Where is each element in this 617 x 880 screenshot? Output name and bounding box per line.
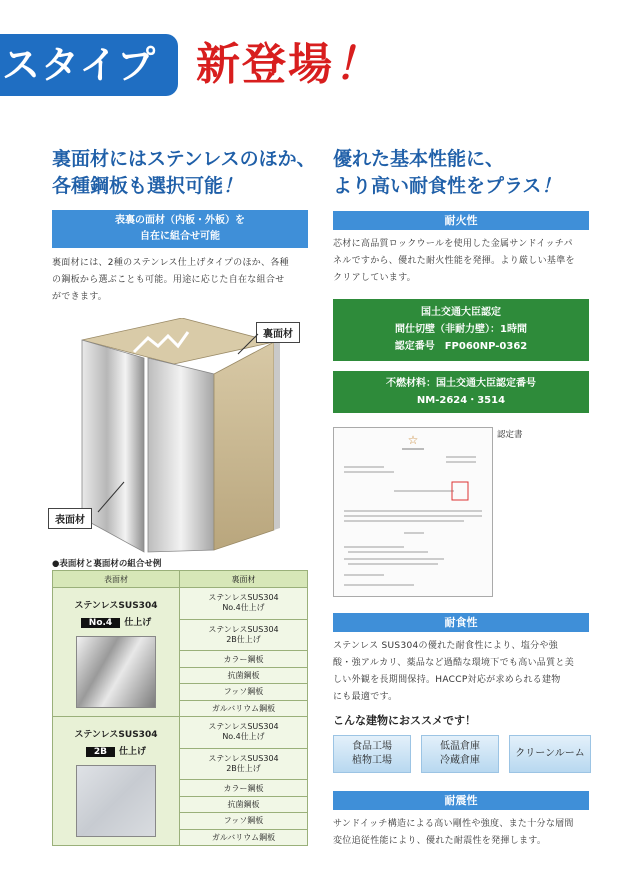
table-cell: フッソ鋼板 [180, 813, 308, 829]
right-heading [333, 146, 603, 200]
cert-line [348, 563, 438, 565]
seismic-paragraph [333, 816, 597, 850]
chip-food-factory: 食品工場 植物工場 [333, 735, 411, 773]
table-header-surface: 表面材 [53, 571, 180, 588]
back-material-callout: 裏面材 [256, 322, 300, 343]
new-release-label [196, 34, 380, 96]
cert-line [344, 584, 414, 586]
left-heading [52, 146, 332, 200]
left-heading-exclaim: ！ [223, 175, 243, 197]
center-panel-face [148, 358, 214, 552]
paragraph-line: クリアしています。 [333, 273, 416, 283]
combination-table [52, 570, 308, 846]
combination-bar-line2: 自在に組合せ可能 [140, 231, 220, 242]
finish-suffix: 仕上げ [124, 618, 152, 628]
front-callout-leader [96, 480, 126, 514]
2b-swatch [76, 765, 156, 837]
table-cell: ステンレスSUS304 2B仕上げ [180, 619, 308, 651]
new-release-exclaim: ！ [334, 39, 380, 90]
noncombustible-box [333, 371, 589, 413]
surface-cell-2b [53, 717, 180, 846]
table-row [53, 588, 308, 620]
paragraph-line: ができます。 [52, 292, 108, 302]
paragraph-line: サンドイッチ構造による高い剛性や強度、また十分な層間 [333, 819, 574, 829]
finish-tag: 2B [86, 747, 115, 757]
certificate-image [333, 427, 493, 597]
table-cell: ガルバリウム鋼板 [180, 700, 308, 716]
fire-certification-box [333, 299, 589, 361]
type-banner [0, 34, 178, 96]
paragraph-line: にも最適です。 [333, 692, 398, 702]
table-cell: ガルバリウム鋼板 [180, 829, 308, 845]
paragraph-line: 裏面材には、2種のステンレス仕上げタイプのほか、各種 [52, 258, 289, 268]
finish-suffix: 仕上げ [119, 747, 147, 757]
combination-bar [52, 210, 308, 248]
cert-line [344, 471, 394, 473]
surface-name: ステンレスSUS304 [74, 601, 158, 611]
right-heading-line1: 優れた基本性能に、 [333, 148, 505, 170]
left-heading-line2: 各種鋼板も選択可能 [52, 175, 224, 197]
cert-line [344, 515, 482, 517]
table-cell: フッソ鋼板 [180, 684, 308, 700]
cert-line [394, 490, 454, 492]
certificate-emblem: ☆ [407, 433, 419, 447]
noncomb-line: 不燃材料：国土交通大臣認定番号 [386, 378, 536, 389]
cert-line [404, 532, 424, 534]
chip-cold-storage: 低温倉庫 冷蔵倉庫 [421, 735, 499, 773]
cert-line: 認定番号 FP060NP-0362 [394, 341, 528, 352]
paragraph-line: しい外観を長期間保持。HACCP対応が求められる建物 [333, 675, 561, 685]
finish-label [53, 744, 179, 757]
table-cell: カラー鋼板 [180, 780, 308, 796]
cert-line [344, 520, 464, 522]
certificate-caption: 認定書 [497, 430, 523, 440]
surface-cell-no4 [53, 588, 180, 717]
corrosion-resistance-bar: 耐食性 [333, 613, 589, 632]
paragraph-line: ネルですから、優れた耐火性能を発揮。より厳しい基準を [333, 256, 575, 266]
combo-table-title: ●表面材と裏面材の組合せ例 [52, 559, 162, 569]
cert-line [344, 546, 404, 548]
panel-illustration [70, 318, 310, 558]
cert-line [344, 510, 482, 512]
new-release-text: 新登場 [196, 39, 334, 90]
fire-resistance-bar: 耐火性 [333, 211, 589, 230]
table-cell: 抗菌鋼板 [180, 667, 308, 683]
finish-label [53, 615, 179, 628]
table-cell: ステンレスSUS304 No.4仕上げ [180, 588, 308, 620]
noncomb-line: NM-2624・3514 [416, 395, 506, 406]
paragraph-line: 変位追従性能により、優れた耐震性を発揮します。 [333, 836, 547, 846]
certificate-seal [452, 482, 468, 500]
front-material-callout: 表面材 [48, 508, 92, 529]
table-cell: カラー鋼板 [180, 651, 308, 667]
cert-line [348, 551, 428, 553]
table-header-back: 裏面材 [180, 571, 308, 588]
table-cell: 抗菌鋼板 [180, 796, 308, 812]
back-callout-leader [236, 332, 260, 356]
right-heading-line2: より高い耐食性をプラス [333, 175, 542, 197]
combination-paragraph [52, 255, 312, 306]
paragraph-line: の鋼板から選ぶことも可能。用途に応じた自在な組合せ [52, 275, 285, 285]
paragraph-line: 芯材に高品質ロックウールを使用した金属サンドイッチパ [333, 239, 573, 249]
finish-tag: No.4 [81, 618, 120, 628]
no4-swatch [76, 636, 156, 708]
corrosion-paragraph [333, 638, 597, 706]
cert-line: 国土交通大臣認定 [421, 307, 501, 318]
cert-line [446, 456, 476, 458]
type-banner-label: スタイプ [2, 43, 157, 87]
cert-line [344, 466, 384, 468]
chip-clean-room: クリーンルーム [509, 735, 591, 773]
cert-line [446, 461, 476, 463]
rockwool-core [214, 342, 274, 550]
fire-paragraph [333, 236, 595, 287]
cert-line [344, 574, 384, 576]
recommendation-heading: こんな建物におススメです！ [333, 714, 476, 727]
paragraph-line: ステンレス SUS304の優れた耐食性により、塩分や強 [333, 641, 559, 651]
right-heading-exclaim: ！ [541, 175, 561, 197]
table-row [53, 717, 308, 749]
back-steel-sheet [274, 340, 280, 530]
left-heading-line1: 裏面材にはステンレスのほか、 [52, 148, 316, 170]
cert-line [344, 558, 444, 560]
cert-line [402, 448, 424, 450]
cert-line: 間仕切壁（非耐力壁）：1時間 [395, 324, 527, 335]
table-cell: ステンレスSUS304 2B仕上げ [180, 748, 308, 780]
table-header-row [53, 571, 308, 588]
combination-bar-line1: 表裏の面材（内板・外板）を [115, 215, 245, 226]
paragraph-line: 酸・強アルカリ、薬品など過酷な環境下でも高い品質と美 [333, 658, 574, 668]
certificate-graphic [334, 428, 492, 596]
seismic-resistance-bar: 耐震性 [333, 791, 589, 810]
surface-name: ステンレスSUS304 [74, 730, 158, 740]
table-cell: ステンレスSUS304 No.4仕上げ [180, 717, 308, 749]
